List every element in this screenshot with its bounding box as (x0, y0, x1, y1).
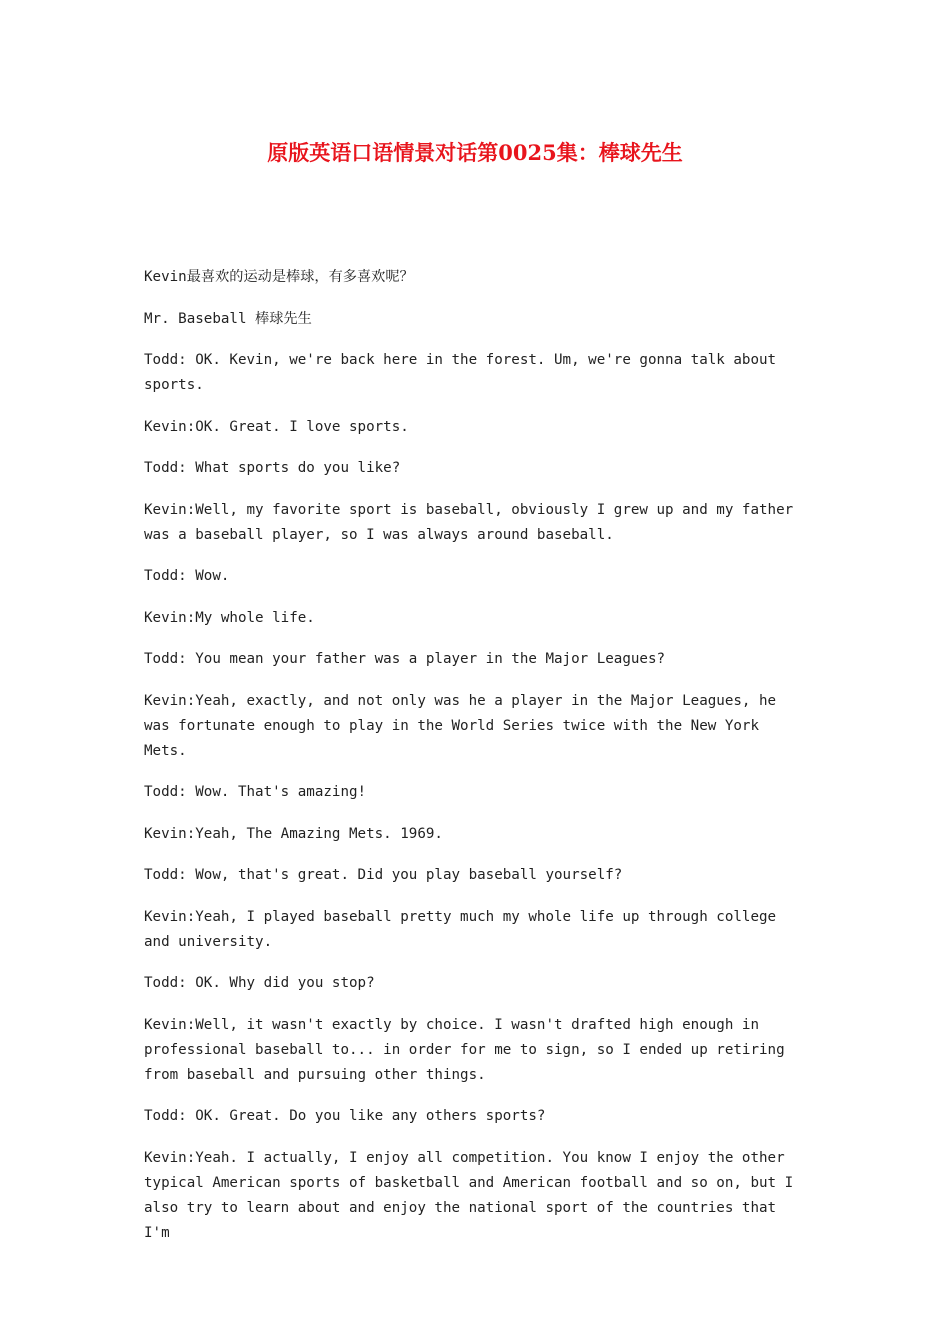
dialogue-line: Todd: OK. Great. Do you like any others sports? (144, 1108, 546, 1124)
dialogue-line: Kevin:Well, it wasn't exactly by choice. I wasn't drafted high enough in professional baseball to... in order for me to sign, so I ended up retiring from baseball and pursuing other things. (144, 1016, 785, 1083)
dialogue-line: Kevin:Yeah, I played baseball pretty much my whole life up through college and university. (144, 908, 777, 950)
dialogue-line: Kevin:Yeah, The Amazing Mets. 1969. (144, 825, 443, 842)
dialogue-line: Todd: OK. Kevin, we're back here in the forest. Um, we're gonna talk about sports. (144, 352, 777, 393)
dialogue-line: Kevin:Yeah, exactly, and not only was he a player in the Major Leagues, he was fortunate enough to play in the World Series twice with the New York Mets. (144, 692, 777, 759)
paragraph-intro: Kevin最喜欢的运动是棒球，有多喜欢呢？ (144, 269, 414, 285)
dialogue-line: Kevin:OK. Great. I love sports. (144, 418, 409, 435)
dialogue-line: Todd: You mean your father was a player in the Major Leagues? (144, 651, 666, 667)
dialogue-line: Todd: What sports do you like? (144, 460, 401, 476)
dialogue-line: Kevin:Yeah. I actually, I enjoy all competition. You know I enjoy the other typical American sports of basketball and American football and so on, but I also try to learn about and enjoy the national sport of the countries that I'm (144, 1149, 794, 1241)
dialogue-line: Kevin:My whole life. (144, 609, 315, 626)
document-body (144, 265, 804, 1262)
dialogue-line: Todd: Wow. (144, 568, 230, 584)
dialogue-line: Todd: Wow, that's great. Did you play baseball yourself? (144, 867, 623, 883)
dialogue-line: Todd: Wow. That's amazing! (144, 784, 367, 800)
dialogue-line: Kevin:Well, my favorite sport is baseball, obviously I grew up and my father was a baseball player, so I was always around baseball. (144, 501, 794, 543)
paragraph-subtitle: Mr. Baseball 棒球先生 (144, 310, 312, 327)
document-title: 原版英语口语情景对话第0025集：棒球先生 (267, 140, 683, 165)
dialogue-line: Todd: OK. Why did you stop? (144, 975, 375, 991)
